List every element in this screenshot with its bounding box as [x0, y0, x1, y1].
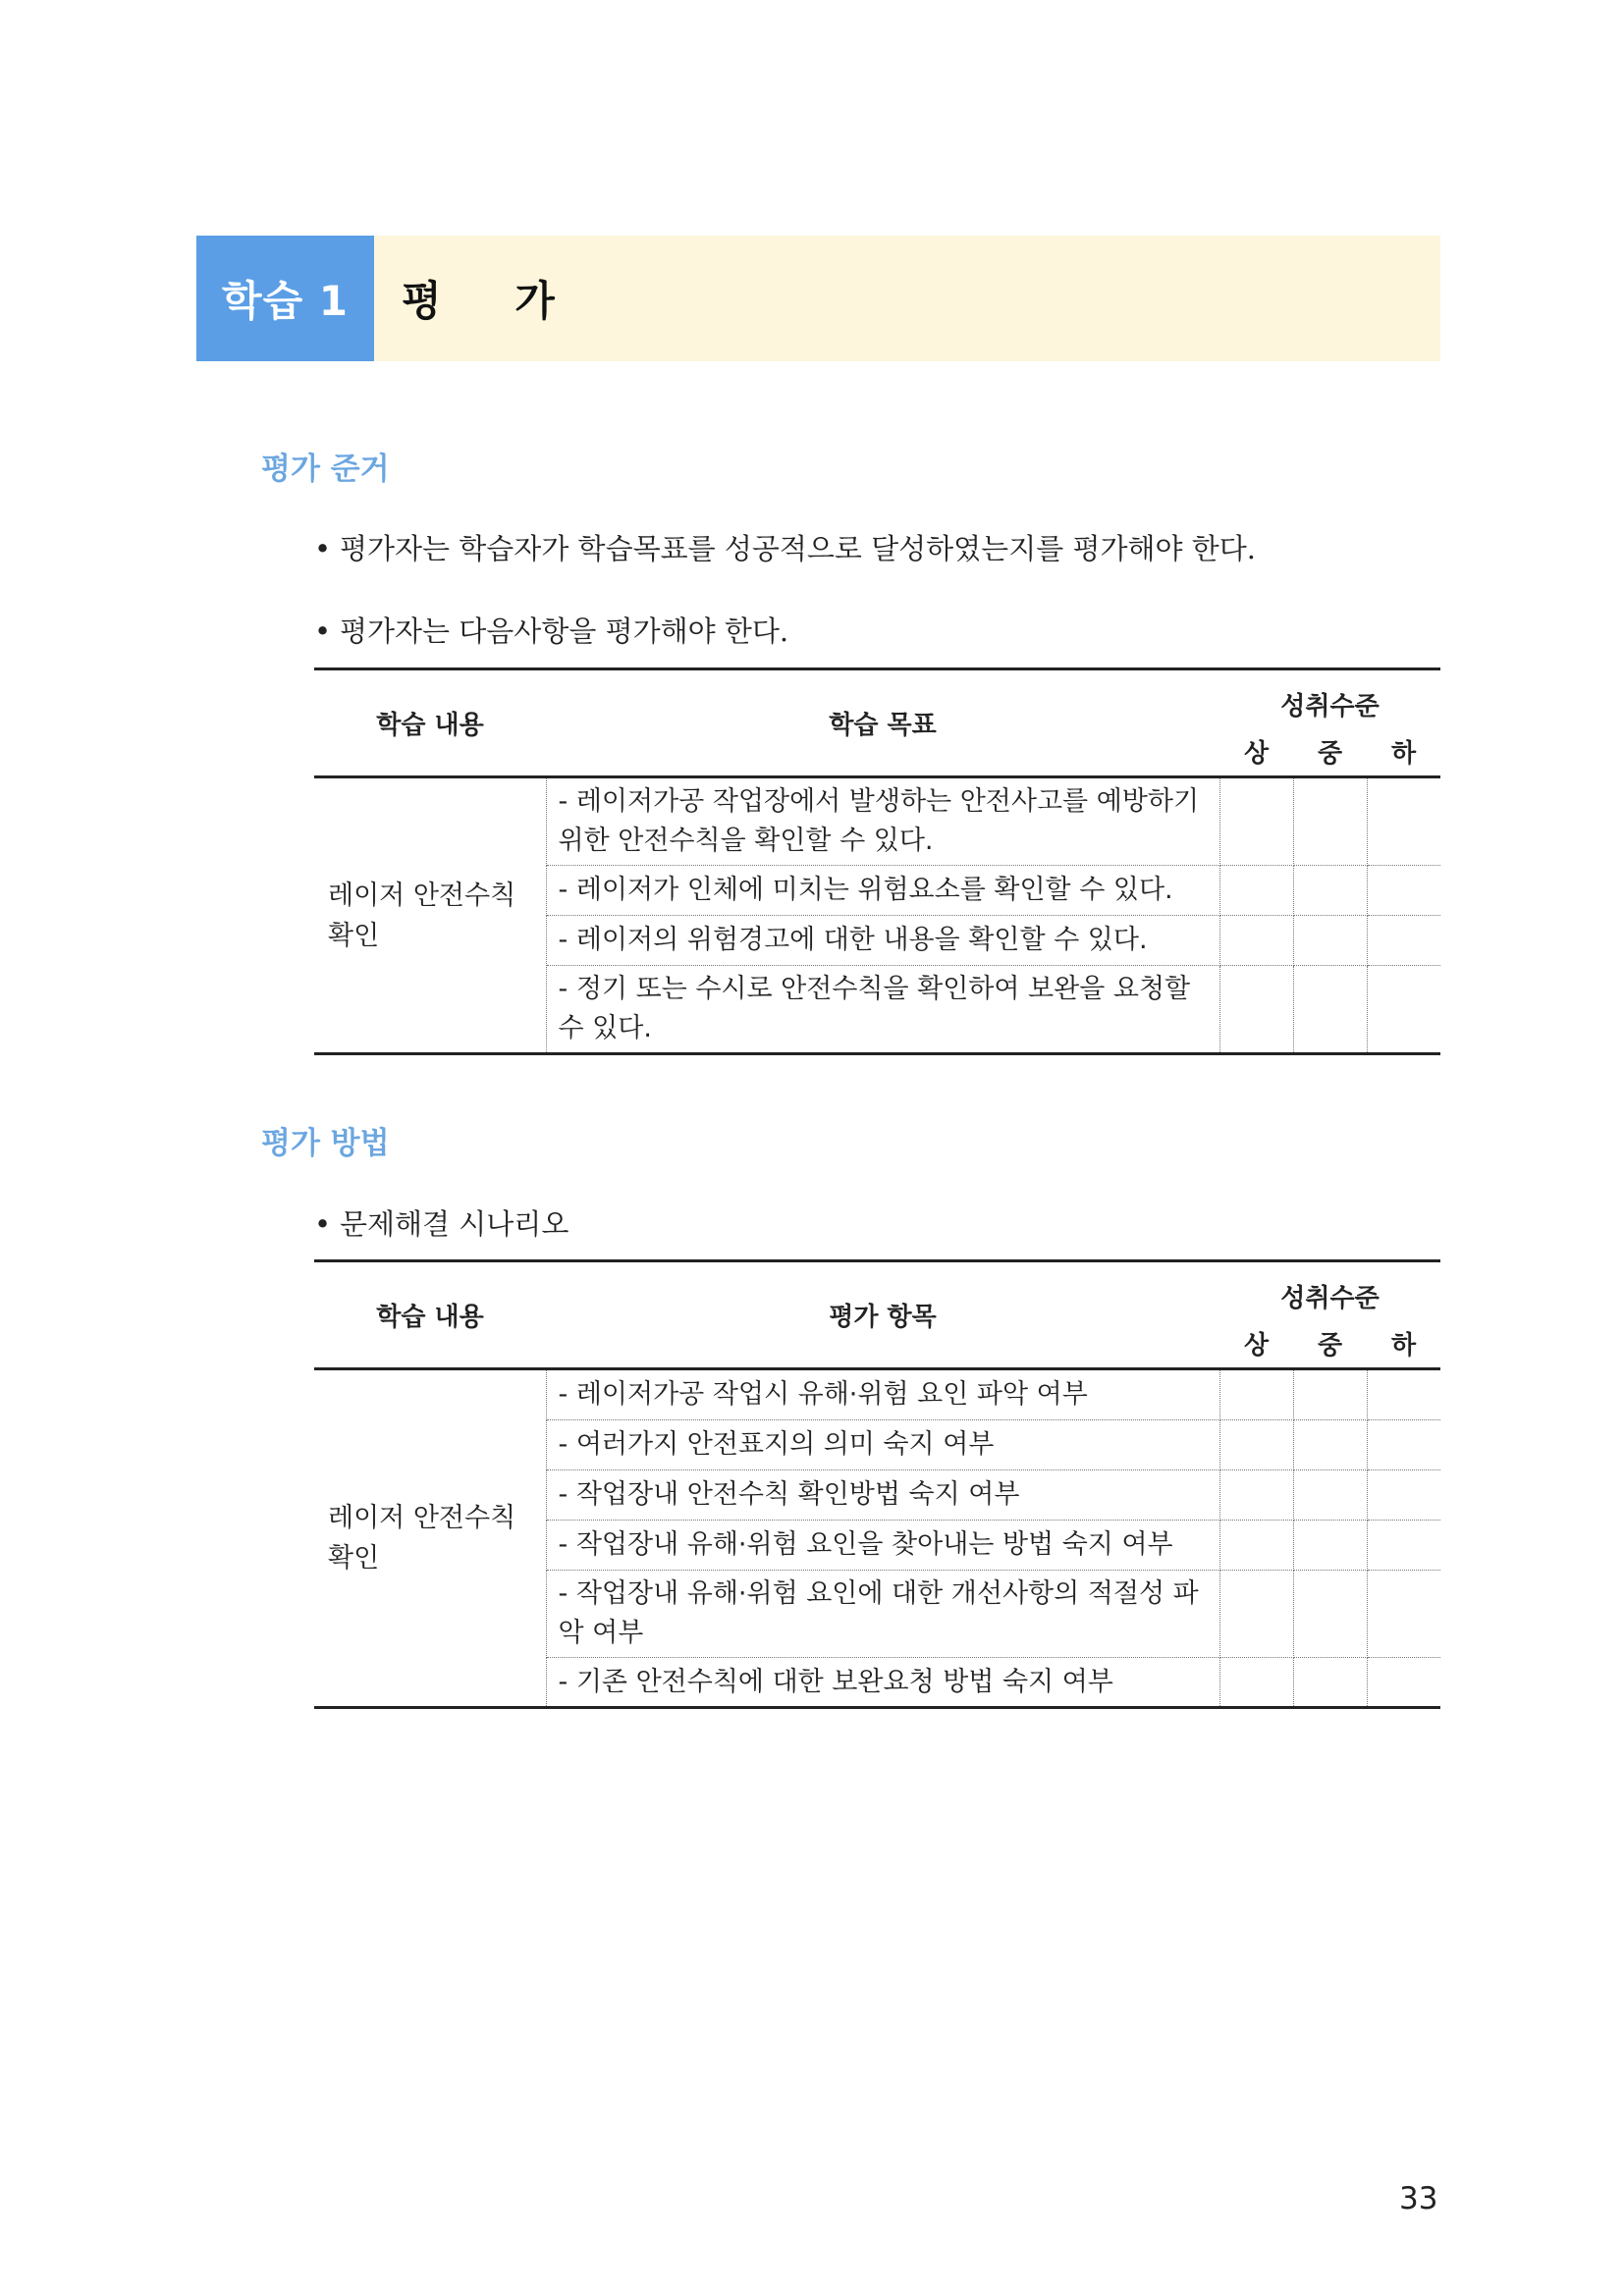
level-cell-low[interactable] [1367, 866, 1440, 916]
level-cell-high[interactable] [1219, 1521, 1293, 1571]
header-achievement: 성취수준 [1219, 669, 1440, 727]
method-bullet-1 [314, 1202, 568, 1243]
level-cell-low[interactable] [1367, 1470, 1440, 1521]
goal-cell: - 레이저가공 작업장에서 발생하는 안전사고를 예방하기 위한 안전수칙을 확인할 수 있다. [546, 777, 1219, 866]
header-goal: 학습 목표 [546, 669, 1219, 777]
goal-cell: - 작업장내 안전수칙 확인방법 숙지 여부 [546, 1470, 1219, 1521]
level-cell-mid[interactable] [1293, 1470, 1367, 1521]
bullet-text: 문제해결 시나리오 [340, 1207, 569, 1241]
level-cell-low[interactable] [1367, 1420, 1440, 1470]
level-cell-mid[interactable] [1293, 1571, 1367, 1658]
content-cell: 레이저 안전수칙 확인 [314, 777, 546, 1054]
goal-cell: - 레이저가공 작업시 유해·위험 요인 파악 여부 [546, 1369, 1219, 1420]
bullet-text: 평가자는 학습자가 학습목표를 성공적으로 달성하였는지를 평가해야 한다. [340, 532, 1256, 565]
goal-cell: - 작업장내 유해·위험 요인에 대한 개선사항의 적절성 파악 여부 [546, 1571, 1219, 1658]
level-cell-mid[interactable] [1293, 866, 1367, 916]
page-number: 33 [1399, 2181, 1438, 2216]
level-cell-mid[interactable] [1293, 966, 1367, 1054]
header-level-mid: 중 [1293, 726, 1367, 777]
level-cell-mid[interactable] [1293, 1420, 1367, 1470]
goal-cell: - 레이저의 위험경고에 대한 내용을 확인할 수 있다. [546, 916, 1219, 966]
level-cell-low[interactable] [1367, 1571, 1440, 1658]
header-content: 학습 내용 [314, 669, 546, 777]
content-cell: 레이저 안전수칙 확인 [314, 1369, 546, 1708]
header-achievement: 성취수준 [1219, 1261, 1440, 1319]
goal-cell: - 기존 안전수칙에 대한 보완요청 방법 숙지 여부 [546, 1658, 1219, 1708]
header-content: 학습 내용 [314, 1261, 546, 1369]
level-cell-high[interactable] [1219, 1369, 1293, 1420]
level-cell-low[interactable] [1367, 1658, 1440, 1708]
chapter-label: 학습 1 [196, 236, 374, 361]
level-cell-high[interactable] [1219, 916, 1293, 966]
criteria-bullet-1 [314, 527, 1256, 567]
goal-cell: - 여러가지 안전표지의 의미 숙지 여부 [546, 1420, 1219, 1470]
level-cell-high[interactable] [1219, 1470, 1293, 1521]
criteria-table [314, 667, 1440, 1055]
criteria-heading: 평가 준거 [261, 452, 390, 487]
chapter-banner [196, 236, 1440, 361]
level-cell-mid[interactable] [1293, 916, 1367, 966]
header-level-high: 상 [1219, 726, 1293, 777]
goal-cell: - 레이저가 인체에 미치는 위험요소를 확인할 수 있다. [546, 866, 1219, 916]
header-level-high: 상 [1219, 1318, 1293, 1369]
table-row [314, 1369, 1440, 1420]
level-cell-low[interactable] [1367, 777, 1440, 866]
level-cell-low[interactable] [1367, 1521, 1440, 1571]
table-row [314, 777, 1440, 866]
level-cell-high[interactable] [1219, 866, 1293, 916]
level-cell-mid[interactable] [1293, 1369, 1367, 1420]
method-heading: 평가 방법 [261, 1126, 390, 1161]
level-cell-high[interactable] [1219, 966, 1293, 1054]
bullet-text: 평가자는 다음사항을 평가해야 한다. [340, 614, 789, 648]
header-level-low: 하 [1367, 1318, 1440, 1369]
level-cell-low[interactable] [1367, 1369, 1440, 1420]
level-cell-low[interactable] [1367, 916, 1440, 966]
level-cell-mid[interactable] [1293, 1521, 1367, 1571]
bullet-dot: • [314, 1207, 332, 1241]
method-table [314, 1259, 1440, 1709]
goal-cell: - 작업장내 유해·위험 요인을 찾아내는 방법 숙지 여부 [546, 1521, 1219, 1571]
chapter-title: 평 가 [374, 236, 1440, 361]
header-goal: 평가 항목 [546, 1261, 1219, 1369]
level-cell-high[interactable] [1219, 1658, 1293, 1708]
level-cell-mid[interactable] [1293, 1658, 1367, 1708]
level-cell-high[interactable] [1219, 777, 1293, 866]
level-cell-low[interactable] [1367, 966, 1440, 1054]
criteria-bullet-2 [314, 610, 788, 650]
bullet-dot: • [314, 532, 332, 565]
header-level-mid: 중 [1293, 1318, 1367, 1369]
level-cell-mid[interactable] [1293, 777, 1367, 866]
level-cell-high[interactable] [1219, 1571, 1293, 1658]
header-level-low: 하 [1367, 726, 1440, 777]
level-cell-high[interactable] [1219, 1420, 1293, 1470]
bullet-dot: • [314, 614, 332, 648]
goal-cell: - 정기 또는 수시로 안전수칙을 확인하여 보완을 요청할 수 있다. [546, 966, 1219, 1054]
